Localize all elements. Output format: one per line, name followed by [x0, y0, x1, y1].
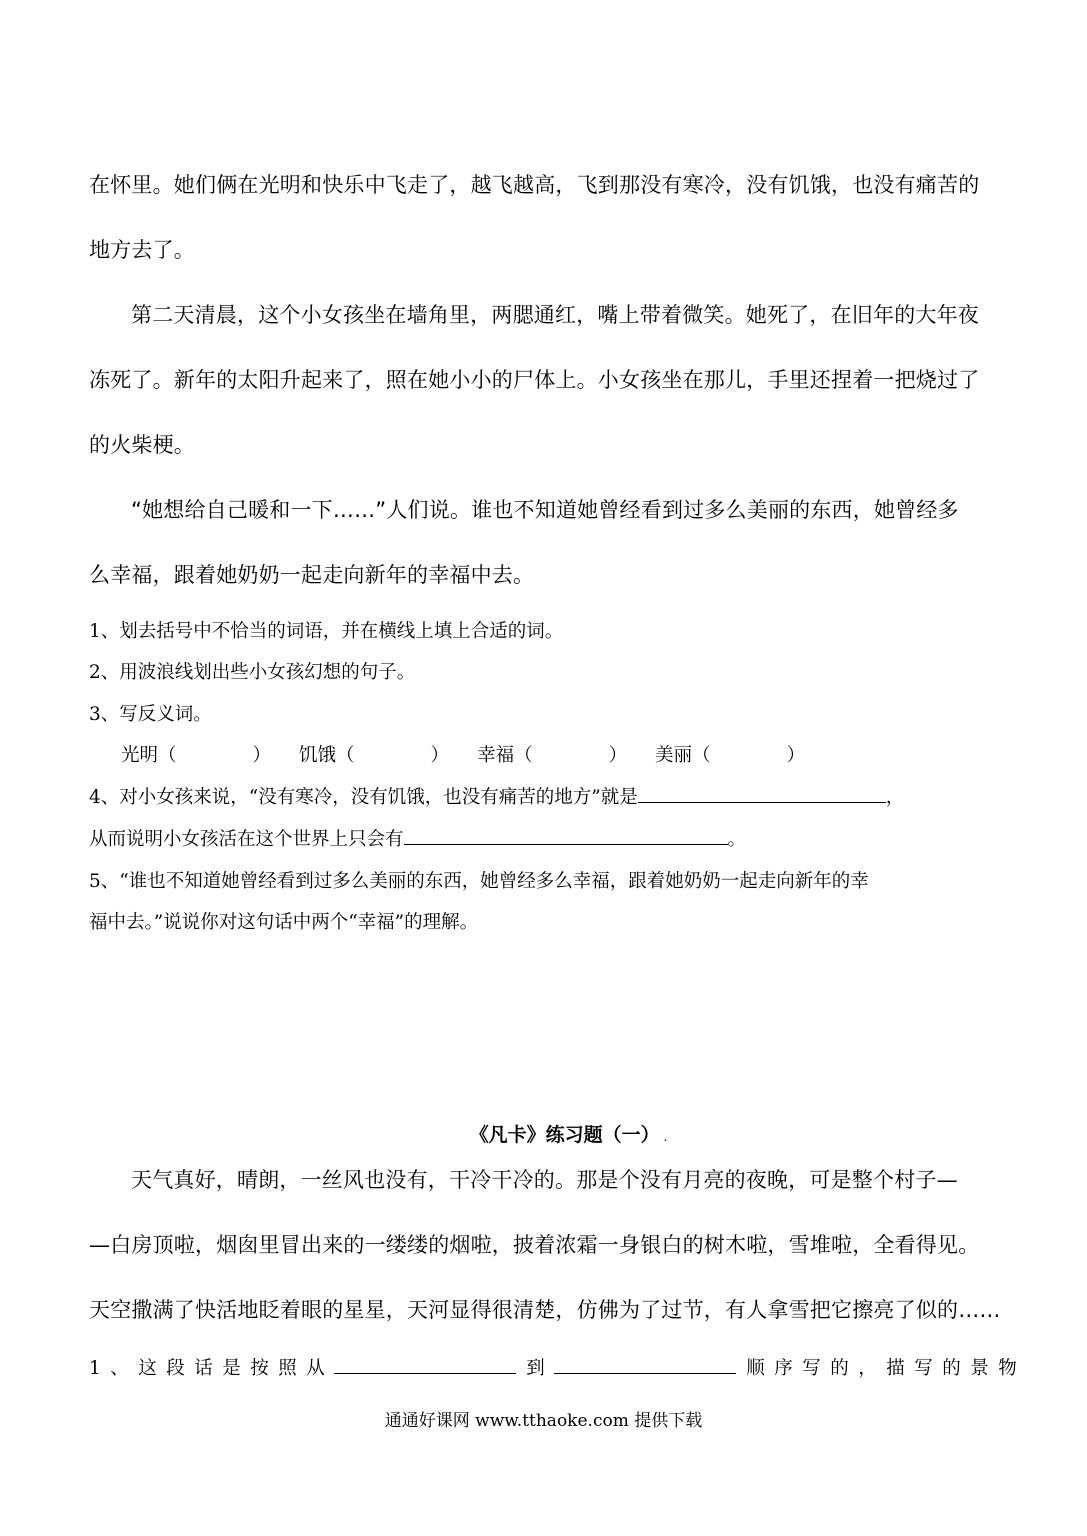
passage-line: “她想给自己暖和一下……”人们说。谁也不知道她曾经看到过多么美丽的东西，她曾经多 — [131, 498, 959, 522]
section-title — [0, 1121, 1087, 1151]
section-title-text: 《凡卡》练习题（一） — [469, 1124, 660, 1146]
antonym-item-4-close: ） — [786, 745, 806, 766]
antonym-item-4: 美丽（ — [655, 745, 711, 766]
passage-line: 冻死了。新年的太阳升起来了，照在她小小的尸体上。小女孩坐在那儿，手里还捏着一把烧过了 — [89, 368, 980, 392]
question-4-line-1 — [89, 784, 904, 812]
title-mark: . — [663, 1130, 668, 1144]
punctuation: 。 — [727, 829, 747, 850]
question-2: 2、用波浪线划出些小女孩幻想的句子。 — [89, 662, 416, 683]
section2-question-1 — [89, 1355, 1026, 1383]
passage-line: 地方去了。 — [89, 238, 195, 262]
antonym-row — [121, 742, 805, 770]
antonym-item-2: 饥饿（ — [299, 745, 355, 766]
question-4-text: 4、对小女孩来说，“没有寒冷，没有饥饿，也没有痛苦的地方”就是 — [89, 787, 638, 808]
question-text: 到 — [526, 1358, 555, 1379]
antonym-item-3-close: ） — [608, 745, 628, 766]
answer-blank[interactable] — [554, 1355, 736, 1374]
passage-line: 第二天清晨，这个小女孩坐在墙角里，两腮通红，嘴上带着微笑。她死了，在旧年的大年夜 — [131, 303, 979, 327]
question-text: 顺序写的，描写的景物 — [746, 1358, 1027, 1379]
page-footer: 通通好课网 www.tthaoke.com 提供下载 — [384, 1411, 703, 1431]
passage-line: 天空撒满了快活地眨着眼的星星，天河显得很清楚，仿佛为了过节，有人拿雪把它擦亮了似的…… — [89, 1298, 1001, 1322]
antonym-item-1: 光明（ — [121, 745, 177, 766]
passage-line: 的火柴梗。 — [89, 433, 195, 457]
question-4-line-2 — [89, 826, 746, 854]
answer-blank[interactable] — [404, 826, 728, 845]
passage-line: 在怀里。她们俩在光明和快乐中飞走了，越飞越高，飞到那没有寒冷，没有饥饿，也没有痛苦的 — [89, 173, 980, 197]
question-3: 3、写反义词。 — [89, 704, 212, 725]
question-1: 1、划去括号中不恰当的词语，并在横线上填上合适的词。 — [89, 621, 564, 642]
answer-blank[interactable] — [638, 784, 886, 803]
answer-blank[interactable] — [334, 1355, 516, 1374]
antonym-item-1-close: ） — [252, 745, 272, 766]
antonym-item-3: 幸福（ — [477, 745, 533, 766]
question-text: 1、这段话是按照从 — [89, 1358, 335, 1379]
question-4-text-2: 从而说明小女孩活在这个世界上只会有 — [89, 829, 404, 850]
question-5-line-1: 5、“谁也不知道她曾经看到过多么美丽的东西，她曾经多么幸福，跟着她奶奶一起走向新年的幸 — [89, 871, 869, 892]
passage-line: —白房顶啦，烟囱里冒出来的一缕缕的烟啦，披着浓霜一身银白的树木啦，雪堆啦，全看得见。 — [89, 1233, 980, 1257]
passage-line: 么幸福，跟着她奶奶一起走向新年的幸福中去。 — [89, 563, 535, 587]
question-5-line-2: 福中去。”说说你对这句话中两个“幸福”的理解。 — [89, 912, 479, 933]
antonym-item-2-close: ） — [430, 745, 450, 766]
passage-line: 天气真好，晴朗，一丝风也没有，干冷干冷的。那是个没有月亮的夜晚，可是整个村子— — [131, 1168, 958, 1192]
punctuation: ， — [885, 787, 905, 808]
